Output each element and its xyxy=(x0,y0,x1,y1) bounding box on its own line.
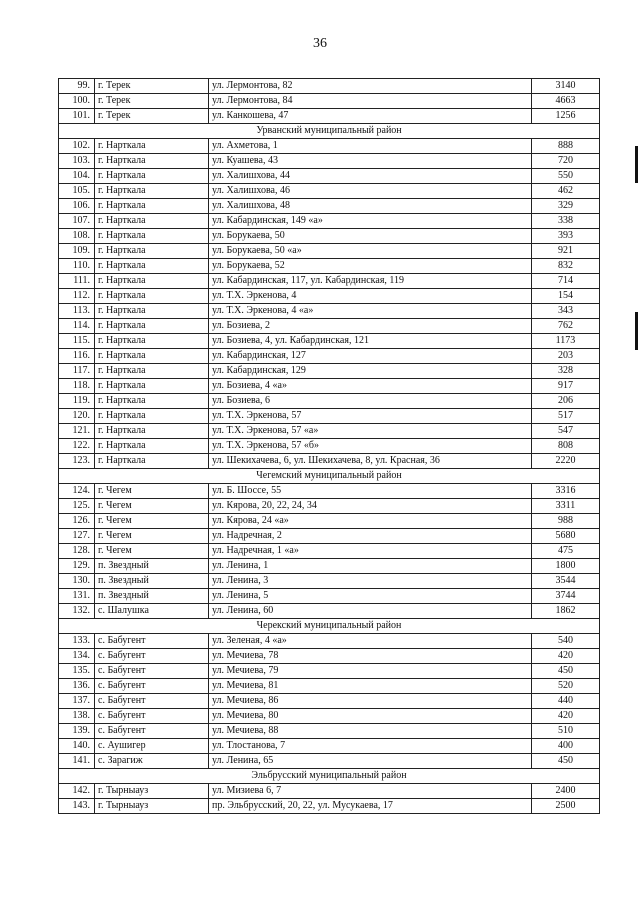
value-cell: 393 xyxy=(532,229,600,244)
row-number: 128. xyxy=(59,544,95,559)
address-table xyxy=(58,78,600,814)
settlement-cell: г. Нарткала xyxy=(95,454,209,469)
table-row xyxy=(59,529,600,544)
value-cell: 808 xyxy=(532,439,600,454)
settlement-cell: г. Нарткала xyxy=(95,289,209,304)
value-cell: 3311 xyxy=(532,499,600,514)
table-row xyxy=(59,379,600,394)
value-cell: 203 xyxy=(532,349,600,364)
settlement-cell: с. Шалушка xyxy=(95,604,209,619)
settlement-cell: г. Терек xyxy=(95,94,209,109)
value-cell: 888 xyxy=(532,139,600,154)
row-number: 100. xyxy=(59,94,95,109)
value-cell: 3744 xyxy=(532,589,600,604)
table-row xyxy=(59,289,600,304)
address-cell: ул. Канкошева, 47 xyxy=(209,109,532,124)
table-row xyxy=(59,439,600,454)
row-number: 124. xyxy=(59,484,95,499)
table-row xyxy=(59,694,600,709)
value-cell: 762 xyxy=(532,319,600,334)
address-cell: ул. Халишхова, 48 xyxy=(209,199,532,214)
district-header-row xyxy=(59,469,600,484)
table-body xyxy=(59,79,600,814)
value-cell: 517 xyxy=(532,409,600,424)
table-row xyxy=(59,349,600,364)
value-cell: 1173 xyxy=(532,334,600,349)
value-cell: 550 xyxy=(532,169,600,184)
settlement-cell: п. Звездный xyxy=(95,574,209,589)
address-cell: ул. Мечиева, 80 xyxy=(209,709,532,724)
address-cell: ул. Б. Шоссе, 55 xyxy=(209,484,532,499)
row-number: 136. xyxy=(59,679,95,694)
district-header-row xyxy=(59,619,600,634)
district-name: Черекский муниципальный район xyxy=(59,619,600,634)
address-cell: ул. Ленина, 60 xyxy=(209,604,532,619)
table-row xyxy=(59,259,600,274)
settlement-cell: г. Чегем xyxy=(95,484,209,499)
address-cell: ул. Надречная, 1 «а» xyxy=(209,544,532,559)
address-cell: ул. Ленина, 1 xyxy=(209,559,532,574)
address-cell: ул. Мизиева 6, 7 xyxy=(209,784,532,799)
value-cell: 4663 xyxy=(532,94,600,109)
address-cell: ул. Кабардинская, 117, ул. Кабардинская, 119 xyxy=(209,274,532,289)
settlement-cell: г. Нарткала xyxy=(95,229,209,244)
settlement-cell: с. Бабугент xyxy=(95,679,209,694)
table-row xyxy=(59,499,600,514)
row-number: 143. xyxy=(59,799,95,814)
address-cell: ул. Т.Х. Эркенова, 57 «а» xyxy=(209,424,532,439)
table-row xyxy=(59,229,600,244)
address-cell: ул. Надречная, 2 xyxy=(209,529,532,544)
table-row xyxy=(59,559,600,574)
row-number: 123. xyxy=(59,454,95,469)
settlement-cell: п. Звездный xyxy=(95,559,209,574)
address-cell: ул. Халишхова, 46 xyxy=(209,184,532,199)
settlement-cell: г. Нарткала xyxy=(95,169,209,184)
table-row xyxy=(59,604,600,619)
page-number: 36 xyxy=(313,36,327,51)
value-cell: 1800 xyxy=(532,559,600,574)
address-cell: ул. Мечиева, 88 xyxy=(209,724,532,739)
table-row xyxy=(59,244,600,259)
address-cell: ул. Борукаева, 50 xyxy=(209,229,532,244)
value-cell: 400 xyxy=(532,739,600,754)
row-number: 110. xyxy=(59,259,95,274)
row-number: 141. xyxy=(59,754,95,769)
row-number: 117. xyxy=(59,364,95,379)
address-cell: ул. Ленина, 65 xyxy=(209,754,532,769)
row-number: 115. xyxy=(59,334,95,349)
row-number: 108. xyxy=(59,229,95,244)
table-row xyxy=(59,454,600,469)
address-cell: ул. Халишхова, 44 xyxy=(209,169,532,184)
table-row xyxy=(59,709,600,724)
table-row xyxy=(59,154,600,169)
value-cell: 547 xyxy=(532,424,600,439)
value-cell: 440 xyxy=(532,694,600,709)
settlement-cell: с. Зарагиж xyxy=(95,754,209,769)
settlement-cell: г. Тырныауз xyxy=(95,784,209,799)
address-cell: ул. Бозиева, 4 «а» xyxy=(209,379,532,394)
table-row xyxy=(59,364,600,379)
address-cell: ул. Мечиева, 79 xyxy=(209,664,532,679)
value-cell: 917 xyxy=(532,379,600,394)
row-number: 125. xyxy=(59,499,95,514)
settlement-cell: с. Бабугент xyxy=(95,634,209,649)
settlement-cell: г. Нарткала xyxy=(95,199,209,214)
settlement-cell: г. Чегем xyxy=(95,544,209,559)
settlement-cell: г. Нарткала xyxy=(95,349,209,364)
settlement-cell: г. Нарткала xyxy=(95,379,209,394)
margin-mark-upper xyxy=(635,146,638,183)
settlement-cell: г. Нарткала xyxy=(95,364,209,379)
table-row xyxy=(59,754,600,769)
row-number: 137. xyxy=(59,694,95,709)
address-cell: ул. Т.Х. Эркенова, 4 «а» xyxy=(209,304,532,319)
settlement-cell: г. Нарткала xyxy=(95,409,209,424)
value-cell: 3316 xyxy=(532,484,600,499)
row-number: 113. xyxy=(59,304,95,319)
row-number: 107. xyxy=(59,214,95,229)
settlement-cell: г. Нарткала xyxy=(95,244,209,259)
address-cell: ул. Кярова, 24 «а» xyxy=(209,514,532,529)
row-number: 142. xyxy=(59,784,95,799)
table-row xyxy=(59,304,600,319)
address-cell: ул. Лермонтова, 82 xyxy=(209,79,532,94)
table-row xyxy=(59,799,600,814)
address-cell: ул. Ленина, 5 xyxy=(209,589,532,604)
row-number: 131. xyxy=(59,589,95,604)
table-row xyxy=(59,184,600,199)
row-number: 130. xyxy=(59,574,95,589)
table-row xyxy=(59,274,600,289)
address-cell: ул. Борукаева, 50 «а» xyxy=(209,244,532,259)
row-number: 140. xyxy=(59,739,95,754)
district-name: Эльбрусский муниципальный район xyxy=(59,769,600,784)
table-row xyxy=(59,79,600,94)
row-number: 101. xyxy=(59,109,95,124)
value-cell: 2220 xyxy=(532,454,600,469)
row-number: 104. xyxy=(59,169,95,184)
table-row xyxy=(59,679,600,694)
table-row xyxy=(59,514,600,529)
settlement-cell: г. Нарткала xyxy=(95,334,209,349)
value-cell: 462 xyxy=(532,184,600,199)
address-cell: ул. Мечиева, 78 xyxy=(209,649,532,664)
value-cell: 206 xyxy=(532,394,600,409)
address-cell: ул. Шекихачева, 6, ул. Шекихачева, 8, ул. Красная, 36 xyxy=(209,454,532,469)
row-number: 118. xyxy=(59,379,95,394)
row-number: 133. xyxy=(59,634,95,649)
address-cell: ул. Т.Х. Эркенова, 4 xyxy=(209,289,532,304)
row-number: 135. xyxy=(59,664,95,679)
row-number: 114. xyxy=(59,319,95,334)
address-cell: ул. Куашева, 43 xyxy=(209,154,532,169)
value-cell: 988 xyxy=(532,514,600,529)
table-row xyxy=(59,409,600,424)
address-cell: ул. Тлостанова, 7 xyxy=(209,739,532,754)
settlement-cell: г. Нарткала xyxy=(95,214,209,229)
settlement-cell: г. Терек xyxy=(95,79,209,94)
settlement-cell: г. Нарткала xyxy=(95,304,209,319)
value-cell: 338 xyxy=(532,214,600,229)
margin-mark-lower xyxy=(635,312,638,350)
settlement-cell: г. Чегем xyxy=(95,514,209,529)
address-cell: ул. Кабардинская, 127 xyxy=(209,349,532,364)
row-number: 102. xyxy=(59,139,95,154)
settlement-cell: г. Нарткала xyxy=(95,274,209,289)
table-row xyxy=(59,784,600,799)
value-cell: 832 xyxy=(532,259,600,274)
value-cell: 450 xyxy=(532,754,600,769)
table-row xyxy=(59,94,600,109)
table-row xyxy=(59,214,600,229)
row-number: 121. xyxy=(59,424,95,439)
row-number: 111. xyxy=(59,274,95,289)
district-header-row xyxy=(59,769,600,784)
settlement-cell: с. Бабугент xyxy=(95,724,209,739)
value-cell: 420 xyxy=(532,709,600,724)
value-cell: 2400 xyxy=(532,784,600,799)
settlement-cell: п. Звездный xyxy=(95,589,209,604)
table-row xyxy=(59,649,600,664)
value-cell: 520 xyxy=(532,679,600,694)
table-row xyxy=(59,574,600,589)
row-number: 132. xyxy=(59,604,95,619)
settlement-cell: г. Нарткала xyxy=(95,139,209,154)
settlement-cell: г. Нарткала xyxy=(95,394,209,409)
address-cell: ул. Кабардинская, 129 xyxy=(209,364,532,379)
value-cell: 1256 xyxy=(532,109,600,124)
table-row xyxy=(59,139,600,154)
settlement-cell: г. Нарткала xyxy=(95,319,209,334)
value-cell: 420 xyxy=(532,649,600,664)
settlement-cell: г. Нарткала xyxy=(95,259,209,274)
value-cell: 714 xyxy=(532,274,600,289)
table-row xyxy=(59,394,600,409)
row-number: 138. xyxy=(59,709,95,724)
row-number: 109. xyxy=(59,244,95,259)
value-cell: 329 xyxy=(532,199,600,214)
table-row xyxy=(59,484,600,499)
settlement-cell: с. Бабугент xyxy=(95,649,209,664)
address-cell: ул. Бозиева, 4, ул. Кабардинская, 121 xyxy=(209,334,532,349)
address-cell: ул. Зеленая, 4 «а» xyxy=(209,634,532,649)
address-cell: ул. Бозиева, 6 xyxy=(209,394,532,409)
address-cell: ул. Т.Х. Эркенова, 57 xyxy=(209,409,532,424)
value-cell: 450 xyxy=(532,664,600,679)
table-row xyxy=(59,739,600,754)
value-cell: 720 xyxy=(532,154,600,169)
row-number: 126. xyxy=(59,514,95,529)
row-number: 139. xyxy=(59,724,95,739)
value-cell: 2500 xyxy=(532,799,600,814)
address-cell: ул. Кабардинская, 149 «а» xyxy=(209,214,532,229)
value-cell: 328 xyxy=(532,364,600,379)
value-cell: 540 xyxy=(532,634,600,649)
table-row xyxy=(59,664,600,679)
address-cell: ул. Ленина, 3 xyxy=(209,574,532,589)
value-cell: 3140 xyxy=(532,79,600,94)
row-number: 119. xyxy=(59,394,95,409)
district-name: Чегемский муниципальный район xyxy=(59,469,600,484)
settlement-cell: г. Тырныауз xyxy=(95,799,209,814)
table-row xyxy=(59,199,600,214)
address-cell: ул. Лермонтова, 84 xyxy=(209,94,532,109)
value-cell: 475 xyxy=(532,544,600,559)
district-header-row xyxy=(59,124,600,139)
address-cell: ул. Мечиева, 81 xyxy=(209,679,532,694)
value-cell: 5680 xyxy=(532,529,600,544)
row-number: 112. xyxy=(59,289,95,304)
settlement-cell: г. Чегем xyxy=(95,499,209,514)
settlement-cell: с. Бабугент xyxy=(95,709,209,724)
value-cell: 343 xyxy=(532,304,600,319)
table-row xyxy=(59,169,600,184)
address-cell: ул. Мечиева, 86 xyxy=(209,694,532,709)
address-cell: ул. Т.Х. Эркенова, 57 «б» xyxy=(209,439,532,454)
table-row xyxy=(59,334,600,349)
settlement-cell: г. Терек xyxy=(95,109,209,124)
settlement-cell: г. Нарткала xyxy=(95,184,209,199)
table-row xyxy=(59,634,600,649)
address-cell: ул. Ахметова, 1 xyxy=(209,139,532,154)
value-cell: 921 xyxy=(532,244,600,259)
table-row xyxy=(59,724,600,739)
value-cell: 154 xyxy=(532,289,600,304)
row-number: 116. xyxy=(59,349,95,364)
table-row xyxy=(59,544,600,559)
address-cell: ул. Борукаева, 52 xyxy=(209,259,532,274)
settlement-cell: с. Аушигер xyxy=(95,739,209,754)
settlement-cell: г. Нарткала xyxy=(95,424,209,439)
row-number: 105. xyxy=(59,184,95,199)
address-cell: ул. Кярова, 20, 22, 24, 34 xyxy=(209,499,532,514)
settlement-cell: г. Нарткала xyxy=(95,439,209,454)
row-number: 106. xyxy=(59,199,95,214)
settlement-cell: с. Бабугент xyxy=(95,694,209,709)
table-row xyxy=(59,319,600,334)
value-cell: 3544 xyxy=(532,574,600,589)
row-number: 122. xyxy=(59,439,95,454)
row-number: 120. xyxy=(59,409,95,424)
row-number: 127. xyxy=(59,529,95,544)
row-number: 99. xyxy=(59,79,95,94)
table-row xyxy=(59,589,600,604)
row-number: 103. xyxy=(59,154,95,169)
settlement-cell: г. Нарткала xyxy=(95,154,209,169)
row-number: 134. xyxy=(59,649,95,664)
value-cell: 510 xyxy=(532,724,600,739)
address-cell: ул. Бозиева, 2 xyxy=(209,319,532,334)
settlement-cell: с. Бабугент xyxy=(95,664,209,679)
table-row xyxy=(59,424,600,439)
address-cell: пр. Эльбрусский, 20, 22, ул. Мусукаева, 17 xyxy=(209,799,532,814)
settlement-cell: г. Чегем xyxy=(95,529,209,544)
table-row xyxy=(59,109,600,124)
row-number: 129. xyxy=(59,559,95,574)
value-cell: 1862 xyxy=(532,604,600,619)
district-name: Урванский муниципальный район xyxy=(59,124,600,139)
